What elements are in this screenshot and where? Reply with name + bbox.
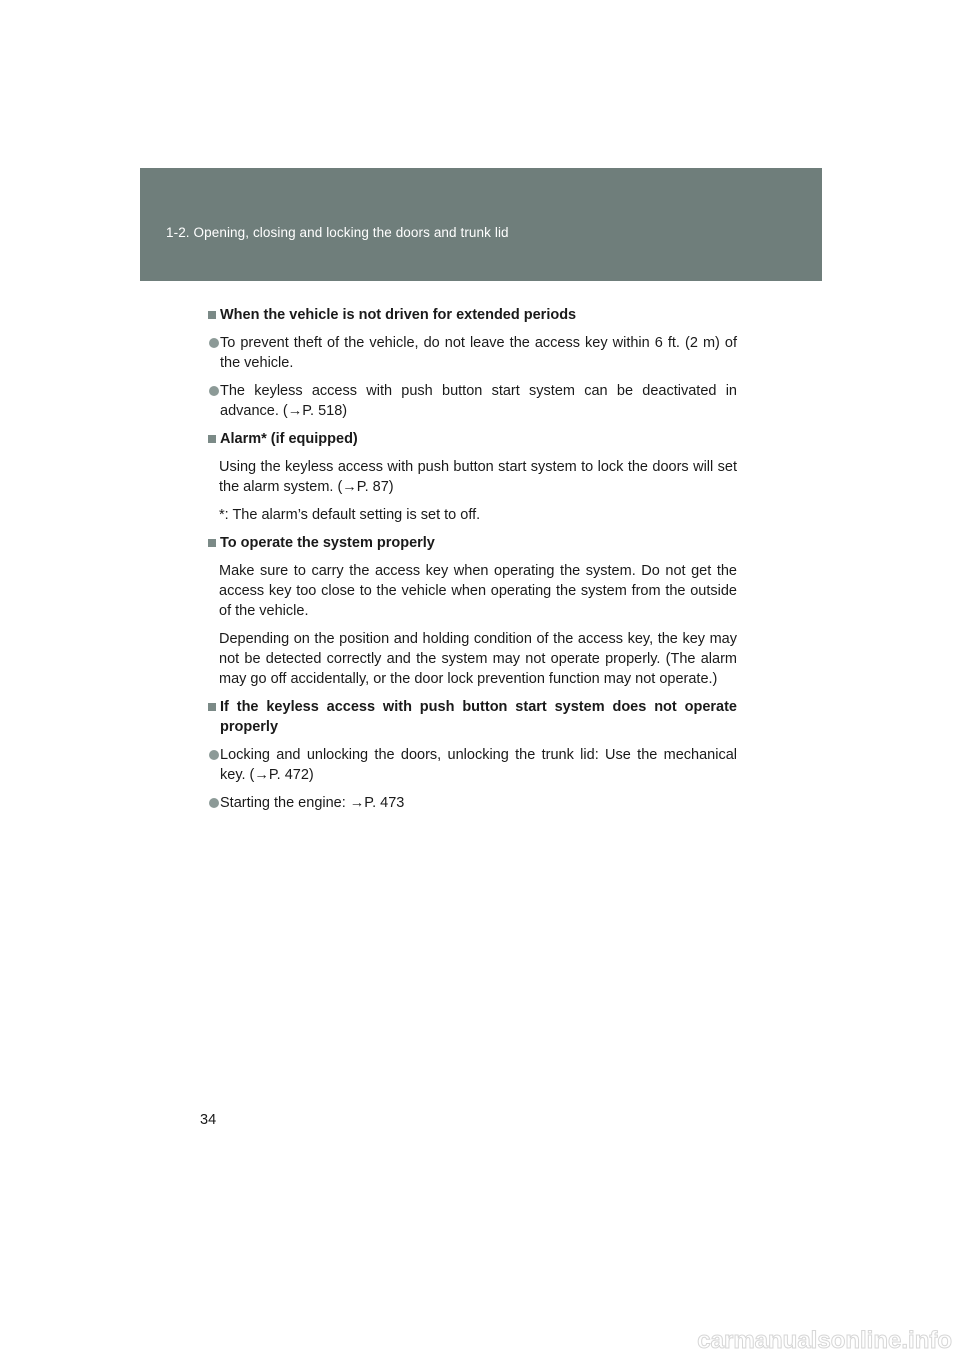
section-heading-text: If the keyless access with push button start system does not operate properly <box>220 699 737 735</box>
section-heading <box>207 533 737 553</box>
round-bullet-icon <box>209 338 219 348</box>
list-item <box>207 381 737 421</box>
list-item-text: Locking and unlocking the doors, unlocking the trunk lid: Use the mechanical key. (→P. 472) <box>220 747 737 783</box>
section-heading-text: To operate the system properly <box>220 535 435 551</box>
paragraph: Make sure to carry the access key when operating the system. Do not get the access key too close to the vehicle when operating the system from the outside of the vehicle. <box>219 563 737 619</box>
section-title: 1-2. Opening, closing and locking the doors and trunk lid <box>166 225 509 240</box>
section-heading-text: When the vehicle is not driven for extended periods <box>220 307 577 323</box>
list-item-text: Starting the engine: →P. 473 <box>220 795 405 811</box>
square-bullet-icon <box>208 703 216 711</box>
square-bullet-icon <box>208 539 216 547</box>
list-item <box>207 333 737 373</box>
round-bullet-icon <box>209 798 219 808</box>
round-bullet-icon <box>209 386 219 396</box>
list-item <box>207 793 737 813</box>
page-number: 34 <box>200 1112 217 1128</box>
paragraph: Using the keyless access with push button start system to lock the doors will set the alarm system. (→P. 87) <box>219 459 737 495</box>
list-item <box>207 745 737 785</box>
round-bullet-icon <box>209 750 219 760</box>
watermark-text: carmanualsonline.info <box>697 1327 952 1354</box>
list-item-text: To prevent theft of the vehicle, do not leave the access key within 6 ft. (2 m) of the vehicle. <box>220 335 737 371</box>
section-heading <box>207 305 737 325</box>
page-content <box>207 305 737 821</box>
paragraph: Depending on the position and holding condition of the access key, the key may not be detected correctly and the system may not operate properly. (The alarm may go off accidentally, or the door lock prevention function may not operate.) <box>219 631 737 687</box>
section-heading-text: Alarm* (if equipped) <box>220 431 358 447</box>
footnote: *: The alarm’s default setting is set to off. <box>219 507 481 523</box>
list-item-text: The keyless access with push button start system can be deactivated in advance. (→P. 518) <box>220 383 737 419</box>
section-heading <box>207 429 737 449</box>
header-band <box>140 168 822 281</box>
square-bullet-icon <box>208 311 216 319</box>
square-bullet-icon <box>208 435 216 443</box>
section-heading <box>207 697 737 737</box>
